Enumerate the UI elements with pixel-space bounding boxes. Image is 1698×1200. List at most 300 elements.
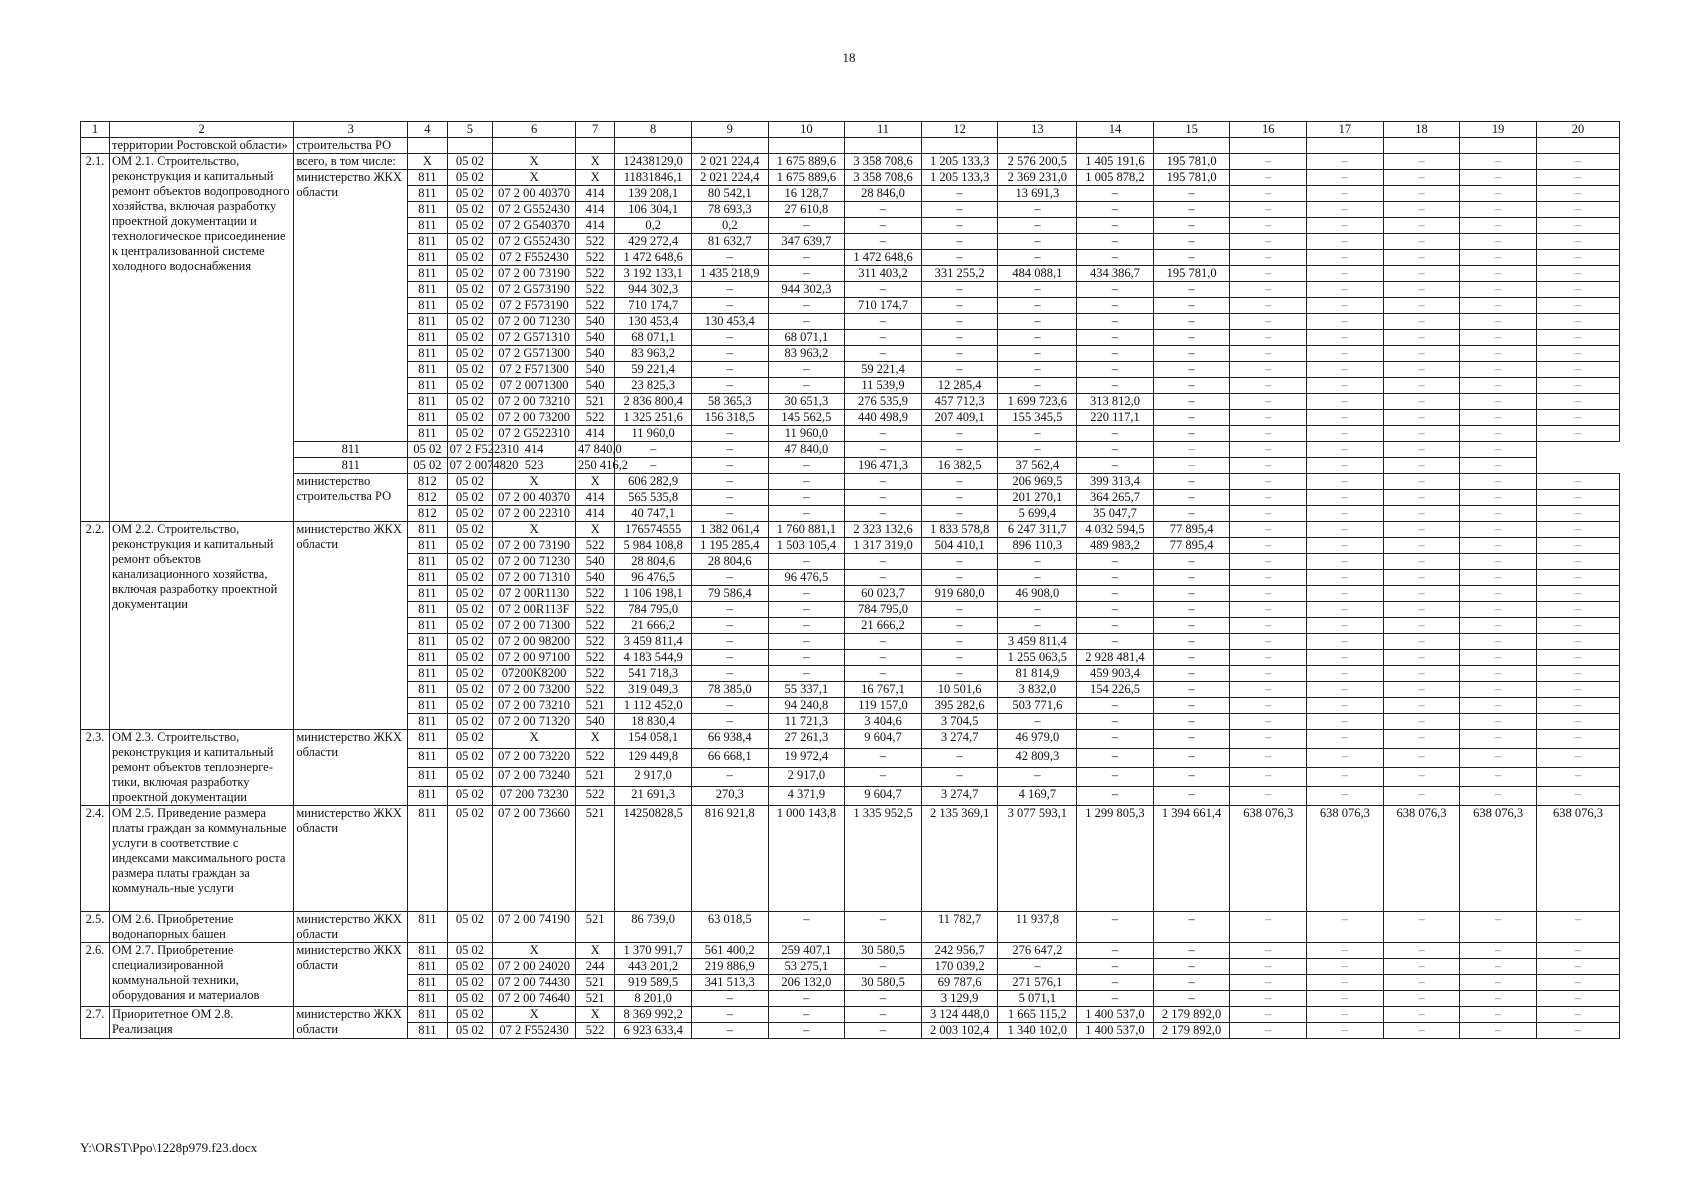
table-cell: – (1536, 250, 1619, 266)
table-cell: – (1230, 378, 1307, 394)
table-cell (447, 138, 493, 154)
table-cell: – (1536, 749, 1619, 768)
table-cell: 522 (576, 666, 615, 682)
table-cell: 07 2 0074820 (447, 458, 493, 474)
table-cell: X (576, 474, 615, 490)
column-number: 12 (921, 122, 998, 138)
table-cell: 1 675 889,6 (768, 170, 845, 186)
table-cell: 07 2 00 71320 (493, 714, 576, 730)
table-cell: – (1230, 682, 1307, 698)
table-cell: 0,2 (615, 218, 692, 234)
table-cell: – (998, 426, 1077, 442)
table-cell: – (921, 474, 998, 490)
table-cell: – (768, 586, 845, 602)
table-cell: – (998, 298, 1077, 314)
table-cell: 145 562,5 (768, 410, 845, 426)
table-cell: X (493, 943, 576, 959)
table-cell: 1 335 952,5 (845, 806, 922, 912)
table-cell: – (1307, 426, 1384, 442)
table-cell: – (1383, 682, 1460, 698)
table-cell: 63 018,5 (691, 912, 768, 943)
table-cell: X (493, 730, 576, 749)
table-cell: 07 2 F522310 (447, 442, 493, 458)
table-cell: 07200К8200 (493, 666, 576, 682)
table-cell: – (1153, 749, 1230, 768)
table-cell: – (1536, 698, 1619, 714)
table-cell: – (1307, 266, 1384, 282)
table-cell: 86 739,0 (615, 912, 692, 943)
table-cell: – (1230, 266, 1307, 282)
column-number: 16 (1230, 122, 1307, 138)
column-number: 7 (576, 122, 615, 138)
table-cell: – (1536, 170, 1619, 186)
table-cell: – (1230, 991, 1307, 1007)
table-cell: – (1460, 975, 1537, 991)
table-cell: – (1077, 218, 1154, 234)
table-cell: 811 (408, 650, 447, 666)
table-cell: 896 110,3 (998, 538, 1077, 554)
table-cell: – (1460, 634, 1537, 650)
table-cell: 3 459 811,4 (998, 634, 1077, 650)
table-cell: 2 576 200,5 (998, 154, 1077, 170)
column-number: 11 (845, 122, 922, 138)
table-cell: – (691, 1023, 768, 1039)
table-cell: – (998, 234, 1077, 250)
table-cell: – (1307, 154, 1384, 170)
table-cell: 201 270,1 (998, 490, 1077, 506)
table-cell: – (1536, 634, 1619, 650)
executor: министерство ЖКХ области (294, 170, 408, 442)
table-cell: – (1153, 787, 1230, 806)
table-row (81, 943, 1620, 959)
table-cell: – (768, 298, 845, 314)
table-cell: 07 2 00 98200 (493, 634, 576, 650)
table-cell: – (1230, 730, 1307, 749)
table-cell: – (1460, 426, 1537, 442)
table-cell: – (1230, 570, 1307, 586)
table-cell: – (1230, 666, 1307, 682)
table-cell: – (998, 378, 1077, 394)
table-cell: 811 (408, 714, 447, 730)
table-cell: 1 400 537,0 (1077, 1007, 1154, 1023)
table-cell: 05 02 (447, 394, 493, 410)
table-cell: – (1307, 959, 1384, 975)
table-cell: – (921, 282, 998, 298)
table-cell: – (998, 314, 1077, 330)
table-cell: – (1383, 314, 1460, 330)
budget-table (80, 121, 1620, 1039)
table-cell: 364 265,7 (1077, 490, 1154, 506)
table-row (81, 170, 1620, 186)
table-cell: 6 247 311,7 (998, 522, 1077, 538)
table-cell: – (1460, 170, 1537, 186)
table-cell: – (921, 346, 998, 362)
table-cell: 811 (408, 586, 447, 602)
table-cell: 710 174,7 (845, 298, 922, 314)
table-cell: – (845, 570, 922, 586)
table-cell: – (921, 570, 998, 586)
table-cell: 1 760 881,1 (768, 522, 845, 538)
table-cell: 271 576,1 (998, 975, 1077, 991)
table-cell: – (845, 912, 922, 943)
table-cell: – (1230, 749, 1307, 768)
table-cell: 220 117,1 (1077, 410, 1154, 426)
table-cell: – (691, 650, 768, 666)
table-row (81, 806, 1620, 912)
table-cell: – (1230, 426, 1307, 442)
table-cell: – (1383, 458, 1460, 474)
table-cell: – (921, 202, 998, 218)
table-cell: 05 02 (447, 714, 493, 730)
table-cell: – (1536, 394, 1619, 410)
table-cell: – (845, 442, 922, 458)
table-cell: 811 (408, 282, 447, 298)
table-cell: – (1077, 602, 1154, 618)
table-cell: – (1307, 170, 1384, 186)
table-cell: – (1077, 298, 1154, 314)
table-cell: 811 (408, 266, 447, 282)
table-cell: 811 (408, 522, 447, 538)
table-cell: 3 358 708,6 (845, 154, 922, 170)
table-cell: 07 2 00 73210 (493, 698, 576, 714)
table-cell: – (1230, 330, 1307, 346)
table-cell: – (1383, 975, 1460, 991)
table-cell: – (1230, 298, 1307, 314)
executor: министерство строительства РО (294, 474, 408, 522)
table-cell: 59 221,4 (615, 362, 692, 378)
table-cell: 07 2 00 24020 (493, 959, 576, 975)
table-cell: 504 410,1 (921, 538, 998, 554)
table-cell: 05 02 (447, 602, 493, 618)
table-cell: 811 (408, 554, 447, 570)
table-cell: 313 812,0 (1077, 394, 1154, 410)
table-cell: – (1460, 282, 1537, 298)
table-cell: 3 704,5 (921, 714, 998, 730)
table-cell: 811 (408, 234, 447, 250)
table-cell: 2 917,0 (615, 768, 692, 787)
table-cell: – (1536, 730, 1619, 749)
table-cell: – (1383, 170, 1460, 186)
table-cell: – (1307, 298, 1384, 314)
table-cell: 47 840,0 (576, 442, 615, 458)
table-cell: 811 (408, 975, 447, 991)
table-cell: 3 832,0 (998, 682, 1077, 698)
table-cell: – (921, 250, 998, 266)
table-cell: – (1077, 442, 1154, 458)
table-cell: 319 049,3 (615, 682, 692, 698)
table-cell: – (1153, 698, 1230, 714)
table-cell: 05 02 (447, 749, 493, 768)
table-cell: 811 (408, 330, 447, 346)
table-cell: – (921, 506, 998, 522)
table-cell: – (921, 298, 998, 314)
table-cell: 07 2 00 40370 (493, 186, 576, 202)
table-cell: 05 02 (447, 314, 493, 330)
table-cell: 05 02 (447, 912, 493, 943)
table-cell: 638 076,3 (1383, 806, 1460, 912)
table-cell: – (1153, 314, 1230, 330)
table-cell: – (1077, 330, 1154, 346)
table-cell: 106 304,1 (615, 202, 692, 218)
table-cell: – (1307, 234, 1384, 250)
table-cell: 05 02 (447, 1023, 493, 1039)
table-cell: 4 032 594,5 (1077, 522, 1154, 538)
table-cell: – (1230, 1023, 1307, 1039)
table-cell: 8 201,0 (615, 991, 692, 1007)
table-cell: – (1383, 426, 1460, 442)
table-cell: 60 023,7 (845, 586, 922, 602)
table-cell: – (1536, 682, 1619, 698)
table-cell: – (1153, 282, 1230, 298)
table-cell: – (1153, 490, 1230, 506)
table-cell: 347 639,7 (768, 234, 845, 250)
table-cell: 05 02 (447, 806, 493, 912)
table-cell: – (1307, 442, 1384, 458)
table-cell: 07 2 F552430 (493, 250, 576, 266)
table-cell: – (1536, 975, 1619, 991)
table-cell: – (768, 1023, 845, 1039)
table-cell: – (1077, 959, 1154, 975)
table-cell: – (1307, 602, 1384, 618)
table-cell: – (1307, 410, 1384, 426)
table-cell: – (768, 991, 845, 1007)
table-cell: 811 (408, 170, 447, 186)
table-cell: – (1460, 474, 1537, 490)
table-cell: 05 02 (447, 202, 493, 218)
executor: министерство ЖКХ области (294, 943, 408, 1007)
table-cell: 811 (294, 458, 408, 474)
table-cell: 40 747,1 (615, 506, 692, 522)
table-row (81, 912, 1620, 943)
table-cell: – (1230, 282, 1307, 298)
table-cell: 28 846,0 (845, 186, 922, 202)
column-number: 2 (109, 122, 293, 138)
table-cell: – (768, 618, 845, 634)
table-cell (691, 138, 768, 154)
table-cell: 2 179 892,0 (1153, 1023, 1230, 1039)
table-cell: – (768, 912, 845, 943)
table-cell: – (845, 202, 922, 218)
table-cell: 522 (576, 282, 615, 298)
table-cell: 3 358 708,6 (845, 170, 922, 186)
table-cell: 414 (576, 426, 615, 442)
table-cell: 05 02 (447, 378, 493, 394)
measure-name: ОМ 2.3. Строительство, реконструкция и капитальный ремонт объектов теплоэнерге-тики, включая разработку проектной документации (109, 730, 293, 806)
table-cell: – (998, 346, 1077, 362)
table-cell: – (1460, 362, 1537, 378)
table-cell: 3 459 811,4 (615, 634, 692, 650)
table-cell: 05 02 (447, 234, 493, 250)
table-cell: – (1077, 730, 1154, 749)
table-cell: – (691, 474, 768, 490)
table-cell: 27 610,8 (768, 202, 845, 218)
column-number: 18 (1383, 122, 1460, 138)
column-number: 13 (998, 122, 1077, 138)
table-cell: – (1460, 1023, 1537, 1039)
table-cell: 414 (576, 202, 615, 218)
page-number: 18 (842, 50, 856, 65)
table-cell: 07 2 00 73200 (493, 682, 576, 698)
table-cell: 811 (408, 298, 447, 314)
table-cell: 944 302,3 (768, 282, 845, 298)
table-cell: 811 (408, 698, 447, 714)
table-cell: – (1077, 943, 1154, 959)
table-cell: 606 282,9 (615, 474, 692, 490)
table-cell: – (1230, 474, 1307, 490)
table-cell: 05 02 (447, 538, 493, 554)
table-cell: – (1077, 749, 1154, 768)
table-cell: 05 02 (447, 170, 493, 186)
table-cell: – (1077, 698, 1154, 714)
table-cell: – (1230, 602, 1307, 618)
table-cell: 638 076,3 (1460, 806, 1537, 912)
table-cell: – (1460, 768, 1537, 787)
table-cell: – (1307, 282, 1384, 298)
table-cell: – (1307, 586, 1384, 602)
table-cell: 3 192 133,1 (615, 266, 692, 282)
table-cell: 28 804,6 (691, 554, 768, 570)
table-cell: 12 285,4 (921, 378, 998, 394)
table-cell: – (1153, 991, 1230, 1007)
table-cell: – (1153, 618, 1230, 634)
table-cell: – (1536, 490, 1619, 506)
table-cell: – (1460, 682, 1537, 698)
table-cell: – (845, 1007, 922, 1023)
table-cell: 07 2 G571300 (493, 346, 576, 362)
table-cell: 1 405 191,6 (1077, 154, 1154, 170)
table-cell: – (921, 768, 998, 787)
table-cell: – (1153, 666, 1230, 682)
table-cell: 811 (408, 730, 447, 749)
table-cell: – (1383, 298, 1460, 314)
column-number: 1 (81, 122, 110, 138)
table-cell: – (1230, 650, 1307, 666)
table-cell: – (1230, 714, 1307, 730)
table-cell: – (1153, 714, 1230, 730)
table-cell: 811 (408, 618, 447, 634)
table-cell: 1 400 537,0 (1077, 1023, 1154, 1039)
table-cell: 414 (576, 490, 615, 506)
table-cell: 1 106 198,1 (615, 586, 692, 602)
table-cell: – (1230, 154, 1307, 170)
table-cell: 10 501,6 (921, 682, 998, 698)
table-cell: 1 382 061,4 (691, 522, 768, 538)
table-cell: – (1383, 634, 1460, 650)
table-cell: 206 132,0 (768, 975, 845, 991)
table-cell: 522 (576, 298, 615, 314)
table-cell: 07 2 00 22310 (493, 506, 576, 522)
table-cell: – (1307, 458, 1384, 474)
table-cell: – (1307, 394, 1384, 410)
table-cell: – (1536, 298, 1619, 314)
table-cell: – (1153, 602, 1230, 618)
table-cell: – (921, 490, 998, 506)
table-cell: 81 814,9 (998, 666, 1077, 682)
table-cell: 523 (493, 458, 576, 474)
table-cell: – (1460, 410, 1537, 426)
table-cell: – (1153, 186, 1230, 202)
table-cell: 07 2 00 71310 (493, 570, 576, 586)
table-cell: 341 513,3 (691, 975, 768, 991)
measure-name: ОМ 2.7. Приобретение специализированной коммунальной техники, оборудования и материалов (109, 943, 293, 1007)
table-cell: – (1230, 634, 1307, 650)
table-cell: – (1460, 991, 1537, 1007)
table-cell: 83 963,2 (615, 346, 692, 362)
table-cell: – (1307, 538, 1384, 554)
measure-name: ОМ 2.6. Приобретение водонапорных башен (109, 912, 293, 943)
table-cell: – (691, 506, 768, 522)
table-cell: 07 2 F571300 (493, 362, 576, 378)
column-number-row (81, 122, 1620, 138)
column-number: 15 (1153, 122, 1230, 138)
table-cell: – (1077, 314, 1154, 330)
table-cell: – (1536, 426, 1619, 442)
table-cell: – (921, 749, 998, 768)
table-cell (1460, 138, 1537, 154)
table-cell: 811 (408, 346, 447, 362)
table-cell: – (768, 218, 845, 234)
table-cell: 176574555 (615, 522, 692, 538)
table-cell: 96 476,5 (615, 570, 692, 586)
table-cell: 811 (408, 991, 447, 1007)
table-cell: – (1536, 202, 1619, 218)
table-cell: – (1077, 634, 1154, 650)
table-cell: 2 179 892,0 (1153, 1007, 1230, 1023)
table-cell: – (691, 602, 768, 618)
table-cell: 18 830,4 (615, 714, 692, 730)
table-row (81, 1007, 1620, 1023)
table-cell: – (1460, 730, 1537, 749)
table-cell (1077, 138, 1154, 154)
table-cell: 07 2 G552430 (493, 202, 576, 218)
table-cell: 811 (408, 218, 447, 234)
table-cell: – (1536, 991, 1619, 1007)
table-cell: – (1077, 714, 1154, 730)
table-cell: – (1460, 490, 1537, 506)
table-cell: 23 825,3 (615, 378, 692, 394)
table-cell: 27 261,3 (768, 730, 845, 749)
table-cell: – (921, 554, 998, 570)
table-cell: – (768, 314, 845, 330)
table-cell: – (1230, 202, 1307, 218)
table-cell: – (1307, 570, 1384, 586)
column-number: 14 (1077, 122, 1154, 138)
table-cell: 16 767,1 (845, 682, 922, 698)
table-cell (845, 138, 922, 154)
table-cell: X (493, 170, 576, 186)
table-cell: 05 02 (447, 266, 493, 282)
table-cell: – (1077, 250, 1154, 266)
table-cell: – (1307, 1007, 1384, 1023)
table-cell: – (691, 442, 768, 458)
table-cell: – (1153, 975, 1230, 991)
table-cell: – (921, 442, 998, 458)
table-cell: – (1153, 912, 1230, 943)
table-cell: 195 781,0 (1153, 170, 1230, 186)
table-cell (576, 138, 615, 154)
table-cell: 05 02 (447, 346, 493, 362)
measure-name: территории Ростовской области» (109, 138, 293, 154)
table-cell: 05 02 (408, 442, 447, 458)
table-cell: – (1230, 538, 1307, 554)
table-cell: 395 282,6 (921, 698, 998, 714)
table-cell: – (1460, 959, 1537, 975)
table-cell: – (1077, 586, 1154, 602)
table-cell: 811 (408, 250, 447, 266)
table-cell: 07 2 00 40370 (493, 490, 576, 506)
table-cell: – (768, 634, 845, 650)
table-cell: – (1536, 554, 1619, 570)
